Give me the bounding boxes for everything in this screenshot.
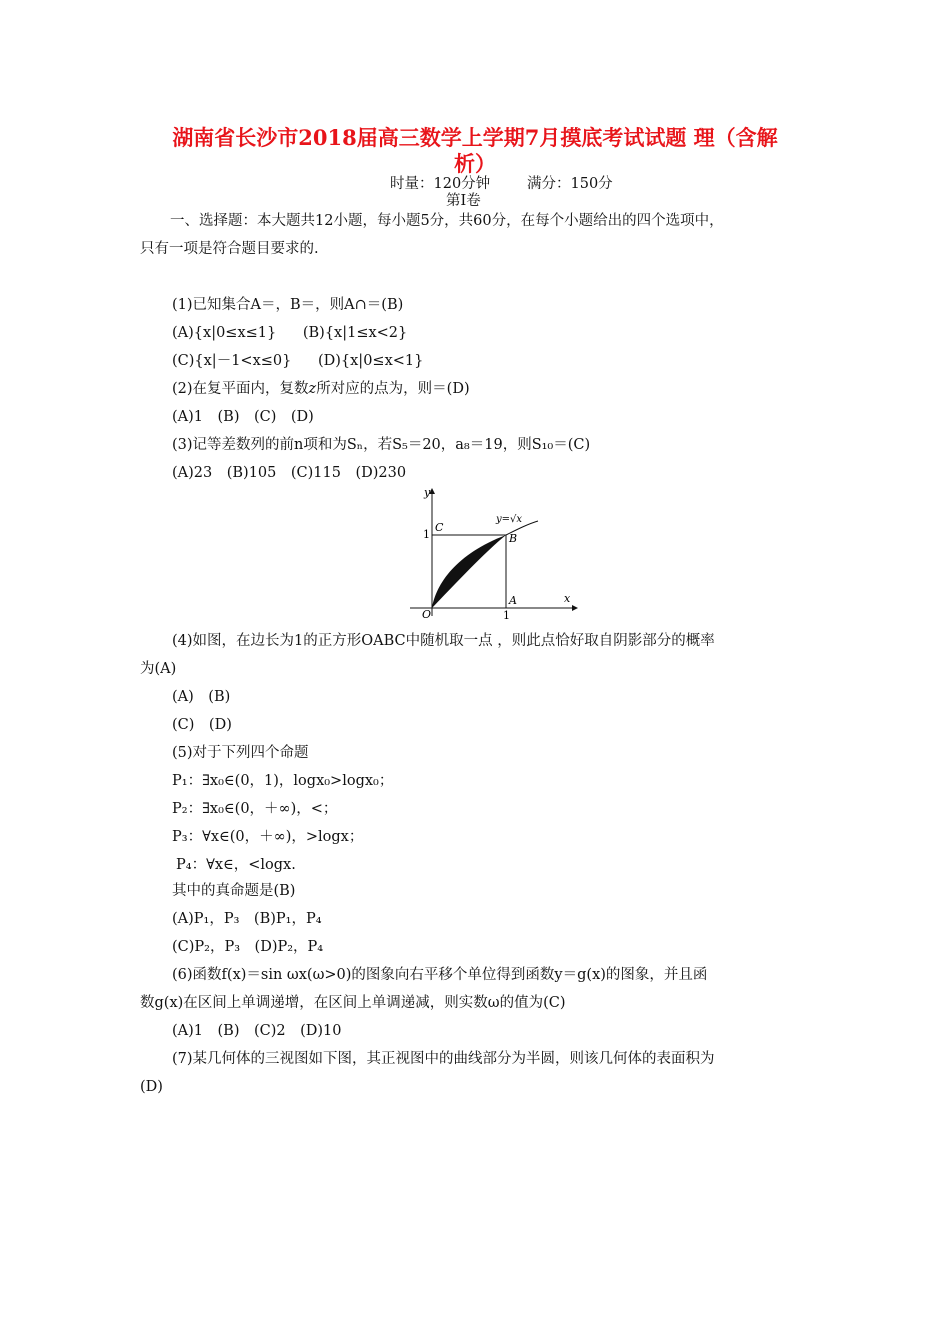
q7-stem-line2: (D) (140, 1079, 163, 1095)
origin-label: O (422, 608, 432, 620)
volume-label: 第Ⅰ卷 (446, 193, 481, 209)
q4-options-row2: (C) (D) (172, 717, 232, 733)
q1-options-row2 (172, 350, 423, 372)
q6-stem-line1: (6)函数f(x)＝sin ωx(ω>0)的图象向右平移个单位得到函数y＝g(x)的图象，并且函 (172, 967, 708, 983)
q1-stem: (1)已知集合A＝，B＝，则A∩＝(B) (172, 297, 404, 313)
y-axis-label: y (424, 486, 431, 499)
x-axis-label: x (564, 592, 571, 605)
section-instructions-line1: 一、选择题：本大题共12小题，每小题5分，共60分，在每个小题给出的四个选项中， (170, 213, 724, 229)
x-tick-label: 1 (503, 609, 510, 620)
q6-stem-line2: 数g(x)在区间上单调递增，在区间上单调递减，则实数ω的值为(C) (140, 995, 566, 1011)
q6-options: (A)1 (B) (C)2 (D)10 (172, 1023, 342, 1039)
q5-proposition-p3: P₃：∀x∈(0，＋∞)，>logx； (172, 829, 364, 845)
y-tick-label: 1 (423, 528, 430, 541)
q5-true-question: 其中的真命题是(B) (172, 883, 296, 899)
exam-title-line1: 湖南省长沙市2018届高三数学上学期7月摸底考试试题 理（含解 (172, 125, 778, 150)
q4-stem-line1: (4)如图，在边长为1的正方形OABC中随机取一点 ，则此点恰好取自阴影部分的概率 (172, 633, 715, 649)
q2-stem: (2)在复平面内，复数z所对应的点为，则＝(D) (172, 381, 470, 397)
point-b-label: B (509, 532, 518, 545)
shaded-region (432, 535, 506, 608)
q4-options-row1: (A) (B) (172, 689, 231, 705)
x-axis-arrow-icon (572, 605, 578, 611)
q7-stem-line1: (7)某几何体的三视图如下图，其正视图中的曲线部分为半圆，则该几何体的表面积为 (172, 1051, 715, 1067)
q5-stem: (5)对于下列四个命题 (172, 745, 309, 761)
section-instructions-line2: 只有一项是符合题目要求的. (140, 241, 319, 257)
sqrt-curve-figure (400, 484, 580, 620)
q3-options: (A)23 (B)105 (C)115 (D)230 (172, 465, 407, 481)
q5-proposition-p4: P₄：∀x∈，<logx. (176, 857, 296, 873)
exam-title-line2: 析） (454, 151, 496, 176)
q1-option-a: (A){x|0≤x≤1} (172, 325, 277, 341)
q1-options-row1 (172, 322, 407, 344)
time-limit: 时量：120分钟 (390, 176, 491, 192)
q1-option-d: (D){x|0≤x<1} (317, 353, 424, 369)
q5-options-row2: (C)P₂，P₃ (D)P₂，P₄ (172, 939, 324, 955)
q2-options: (A)1 (B) (C) (D) (172, 409, 314, 425)
q2-variable-z: z (308, 381, 317, 397)
q4-stem-line2: 为(A) (140, 661, 177, 677)
q5-proposition-p2: P₂：∃x₀∈(0，＋∞)，<； (172, 801, 338, 817)
q5-proposition-p1: P₁：∃x₀∈(0，1)，logx₀>logx₀； (172, 773, 394, 789)
point-a-label: A (509, 594, 517, 607)
q1-option-b: (B){x|1≤x<2} (302, 325, 408, 341)
q1-option-c: (C){x|－1<x≤0} (172, 353, 292, 369)
curve-label: y=√x (496, 514, 523, 525)
full-score: 满分：150分 (527, 176, 613, 192)
point-c-label: C (435, 521, 444, 534)
q5-options-row1: (A)P₁，P₃ (B)P₁，P₄ (172, 911, 322, 927)
q3-stem: (3)记等差数列的前n项和为Sₙ，若S₅＝20，a₈＝19，则S₁₀＝(C) (172, 437, 591, 453)
